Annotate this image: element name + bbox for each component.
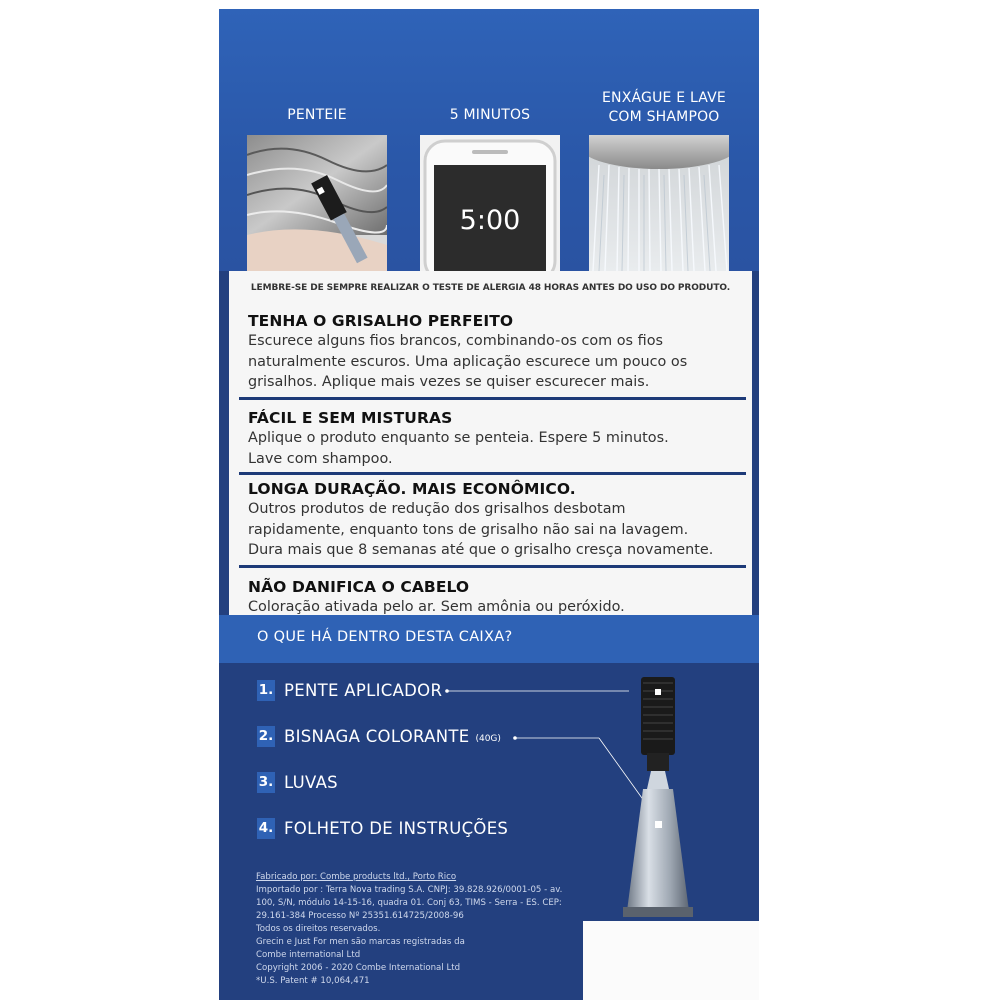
- phone-timer-readout: 5:00: [459, 205, 521, 236]
- benefit-line: Lave com shampoo.: [248, 450, 393, 467]
- box-item-weight: (40G): [475, 733, 501, 744]
- step-label-rinse-line2: COM SHAMPOO: [608, 109, 720, 125]
- legal-line: 100, S/N, módulo 14-15-16, quadra 01. Conj 63, TIMS - Serra - ES. CEP:: [256, 898, 562, 908]
- manufacturer-line: Fabricado por: Combe products ltd., Porto Rico: [256, 872, 457, 882]
- phone-timer-image: [420, 135, 560, 271]
- benefit-long-lasting: [248, 479, 738, 561]
- benefit-line: rapidamente, enquanto tons de grisalho não sai na lavagem.: [248, 521, 689, 538]
- box-item-label: PENTE APLICADOR: [284, 681, 443, 700]
- step-label-minutes: 5 MINUTOS: [449, 107, 531, 123]
- step-label-rinse: [589, 89, 739, 127]
- benefit-line: grisalhos. Aplique mais vezes se quiser escurecer mais.: [248, 374, 650, 390]
- legal-line: Todos os direitos reservados.: [256, 924, 381, 934]
- allergy-notice: LEMBRE-SE DE SEMPRE REALIZAR O TESTE DE ALERGIA 48 HORAS ANTES DO USO DO PRODUTO.: [250, 283, 731, 293]
- box-item-label: FOLHETO DE INSTRUÇÕES: [284, 819, 509, 838]
- step-label-rinse-line1: ENXÁGUE E LAVE: [602, 90, 726, 106]
- step-label-comb: PENTEIE: [287, 107, 347, 123]
- phone-illustration: [420, 135, 560, 271]
- box-item-number: 1.: [257, 680, 275, 701]
- comb-hair-illustration: [247, 135, 387, 271]
- benefit-perfect-gray: [248, 311, 738, 393]
- product-box-back: [219, 9, 759, 1000]
- colorant-tube: [623, 771, 693, 917]
- benefit-title: TENHA O GRISALHO PERFEITO: [248, 312, 514, 330]
- benefit-easy: [248, 408, 738, 469]
- section-divider: [239, 397, 746, 400]
- legal-line: Copyright 2006 - 2020 Combe International Ltd: [256, 963, 461, 973]
- applicator-comb: [641, 677, 675, 771]
- legal-text: [256, 871, 576, 988]
- benefit-line: Coloração ativada pelo ar. Sem amônia ou peróxido.: [248, 599, 625, 615]
- leader-dot: [513, 736, 517, 740]
- benefit-title: LONGA DURAÇÃO. MAIS ECONÔMICO.: [248, 480, 576, 498]
- section-divider: [239, 472, 746, 475]
- steps-band: [219, 9, 759, 271]
- box-contents-heading: O QUE HÁ DENTRO DESTA CAIXA?: [257, 629, 513, 645]
- section-divider: [239, 565, 746, 568]
- box-item-number: 4.: [257, 818, 275, 839]
- benefit-line: Aplique o produto enquanto se penteia. Espere 5 minutos.: [248, 430, 669, 446]
- leader-dot: [445, 689, 449, 693]
- comb-hair-image: [247, 135, 387, 271]
- benefit-title: FÁCIL E SEM MISTURAS: [248, 409, 453, 427]
- legal-line: Combe international Ltd: [256, 950, 361, 960]
- benefit-title: NÃO DANIFICA O CABELO: [248, 578, 470, 596]
- legal-line: 29.161-384 Processo Nº 25351.614725/2008-96: [256, 911, 464, 921]
- legal-line: *U.S. Patent # 10,064,471: [256, 976, 370, 986]
- benefit-no-damage: [248, 577, 738, 618]
- barcode-area: [583, 921, 759, 1000]
- shower-image: [589, 135, 729, 271]
- box-item-label: LUVAS: [284, 773, 338, 792]
- benefit-line: Dura mais que 8 semanas até que o grisalho cresça novamente.: [248, 542, 714, 558]
- box-item-number: 2.: [257, 726, 275, 747]
- box-item-label: BISNAGA COLORANTE: [284, 727, 470, 746]
- shower-illustration: [589, 135, 729, 271]
- benefit-line: Outros produtos de redução dos grisalhos desbotam: [248, 501, 626, 517]
- benefits-panel: [229, 271, 752, 615]
- benefit-line: naturalmente escuros. Uma aplicação escurece um pouco os: [248, 353, 688, 370]
- box-item-number: 3.: [257, 772, 275, 793]
- benefit-line: Escurece alguns fios brancos, combinando-os com os fios: [248, 333, 663, 349]
- legal-line: Grecin e Just For men são marcas registradas da: [256, 937, 465, 947]
- legal-line: Importado por : Terra Nova trading S.A. CNPJ: 39.828.926/0001-05 - av.: [256, 885, 563, 895]
